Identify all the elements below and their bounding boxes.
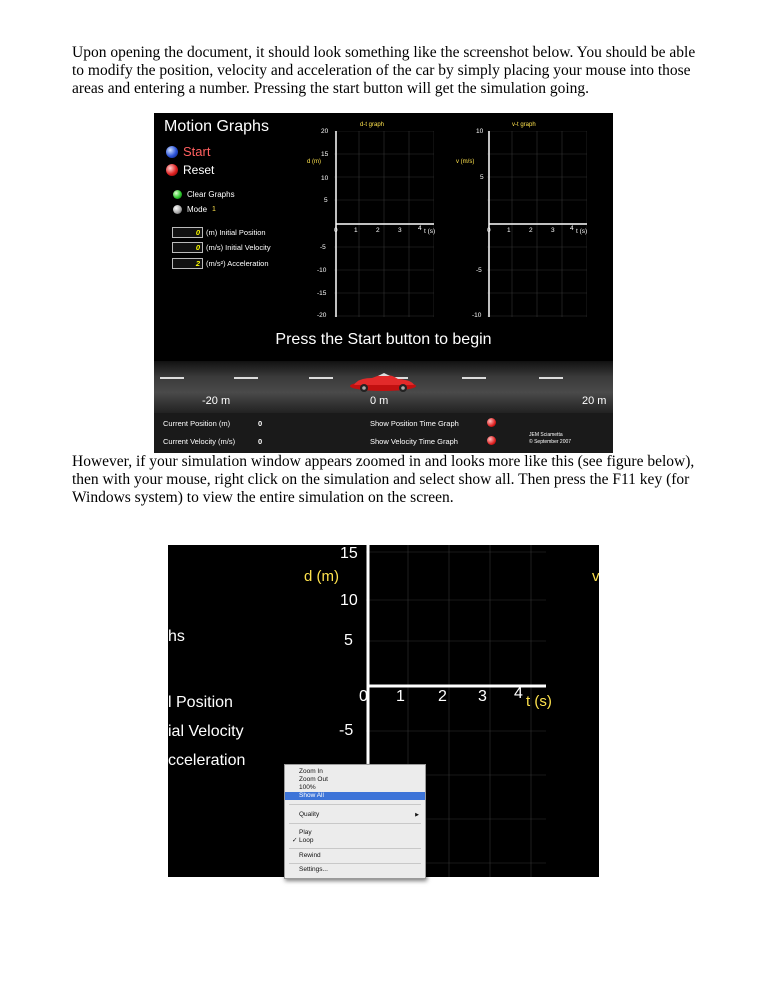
- credit-date: © September 2007: [529, 439, 572, 445]
- initial-position-row: [172, 227, 266, 238]
- zoomed-xtick: 2: [438, 688, 447, 705]
- start-button[interactable]: [166, 144, 210, 159]
- reset-label: Reset: [183, 163, 215, 177]
- zoomed-xtick: 1: [396, 688, 405, 705]
- dt-xtick: 4: [418, 225, 422, 232]
- checkmark-icon: ✓: [292, 837, 298, 844]
- initial-velocity-input[interactable]: 0: [172, 242, 203, 253]
- zoomed-ytick: 15: [340, 545, 358, 562]
- initial-velocity-row: [172, 242, 271, 253]
- vt-xtick: 0: [487, 227, 491, 234]
- menu-separator: [289, 823, 421, 824]
- vt-xtick: 2: [529, 227, 533, 234]
- zoomed-partial-acceleration: cceleration: [168, 752, 246, 769]
- menu-item-rewind[interactable]: Rewind: [299, 852, 321, 859]
- zoomed-partial-graphs: hs: [168, 628, 185, 645]
- dt-xlabel: t (s): [424, 228, 436, 235]
- road-dash: [462, 377, 486, 379]
- menu-item-100[interactable]: 100%: [299, 784, 316, 791]
- acceleration-label: (m/s²) Acceleration: [206, 259, 269, 268]
- show-position-graph-toggle[interactable]: [487, 418, 496, 427]
- intro-paragraph: Upon opening the document, it should look something like the screenshot below. You should be able to modify the position, velocity and acceleration of the car by simply placing your mouse into those areas and entering a number. Pressing the start button will get the simulation going.: [72, 44, 696, 97]
- vt-graph-title: v-t graph: [512, 122, 536, 128]
- vt-xlabel: t (s): [576, 228, 588, 235]
- road-dash: [234, 377, 258, 379]
- mode-ball-icon: [173, 205, 182, 214]
- vt-ytick: 5: [480, 174, 484, 181]
- current-velocity-value: 0: [258, 437, 263, 446]
- initial-position-label: (m) Initial Position: [206, 228, 266, 237]
- zoomed-xlabel: t (s): [526, 693, 552, 710]
- context-menu: [284, 764, 426, 879]
- vt-xtick: 4: [570, 225, 574, 232]
- zoomed-xtick: 4: [514, 685, 523, 702]
- simulation-screenshot: [154, 113, 613, 453]
- sim-title: Motion Graphs: [164, 118, 269, 135]
- menu-item-quality[interactable]: [285, 811, 425, 819]
- menu-separator: [289, 804, 421, 805]
- menu-separator: [289, 848, 421, 849]
- vt-xtick: 3: [551, 227, 555, 234]
- start-ball-icon: [166, 146, 178, 158]
- dt-xtick: 0: [334, 227, 338, 234]
- vt-graph-grid: [487, 131, 587, 317]
- dt-ytick: -10: [317, 267, 327, 274]
- road-dash: [160, 377, 184, 379]
- reset-ball-icon: [166, 164, 178, 176]
- dt-ytick: -20: [317, 312, 327, 319]
- menu-item-zoom-in[interactable]: Zoom In: [299, 768, 323, 775]
- zoomed-partial-velocity: ial Velocity: [168, 723, 244, 740]
- current-position-value: 0: [258, 419, 263, 428]
- clear-ball-icon: [173, 190, 182, 199]
- dt-ytick: 15: [321, 151, 329, 158]
- zoomed-ytick: 5: [344, 632, 353, 649]
- current-velocity-label: Current Velocity (m/s): [163, 437, 236, 446]
- vt-ytick: -10: [472, 312, 482, 319]
- road-dash: [539, 377, 563, 379]
- start-prompt: Press the Start button to begin: [275, 331, 492, 348]
- menu-item-settings[interactable]: Settings...: [299, 866, 328, 873]
- track-left-label: -20 m: [202, 395, 231, 407]
- dt-xtick: 1: [354, 227, 358, 234]
- zoomed-ylabel: d (m): [304, 568, 339, 585]
- dt-ytick: -5: [320, 244, 326, 251]
- road-dash: [309, 377, 333, 379]
- dt-ylabel: d (m): [307, 159, 321, 165]
- show-velocity-graph-toggle[interactable]: [487, 436, 496, 445]
- vt-xtick: 1: [507, 227, 511, 234]
- mode-value: 1: [212, 206, 216, 213]
- vt-ytick: -5: [476, 267, 482, 274]
- menu-item-loop[interactable]: [285, 837, 425, 845]
- acceleration-row: [172, 258, 269, 269]
- submenu-arrow-icon: ▶: [415, 812, 419, 818]
- dt-ytick: 10: [321, 175, 329, 182]
- track-center-label: 0 m: [370, 395, 389, 407]
- zoomed-ytick: 10: [340, 592, 358, 609]
- menu-item-play[interactable]: Play: [299, 829, 312, 836]
- track-right-label: 20 m: [582, 395, 607, 407]
- start-label: Start: [183, 144, 211, 159]
- zoomed-ytick: -5: [339, 722, 354, 739]
- menu-item-quality-label: Quality: [299, 811, 320, 818]
- credit-author: JEM Sciametta: [529, 432, 563, 438]
- menu-item-show-all[interactable]: Show All: [285, 792, 425, 800]
- dt-graph-grid: [334, 131, 434, 317]
- menu-item-loop-label: Loop: [299, 837, 314, 844]
- initial-position-input[interactable]: 0: [172, 227, 203, 238]
- vt-ytick: 10: [476, 128, 484, 135]
- zoomed-xtick: 0: [359, 688, 368, 705]
- dt-ytick: -15: [317, 290, 327, 297]
- mode-label: Mode: [187, 205, 208, 214]
- clear-graphs-button[interactable]: [173, 190, 235, 199]
- initial-velocity-label: (m/s) Initial Velocity: [206, 243, 271, 252]
- zoomed-partial-position: l Position: [168, 694, 233, 711]
- current-position-label: Current Position (m): [163, 419, 231, 428]
- dt-ytick: 20: [321, 128, 329, 135]
- car-icon: [348, 371, 418, 393]
- dt-xtick: 2: [376, 227, 380, 234]
- dt-graph-title: d-t graph: [360, 122, 385, 128]
- zoomed-xtick: 3: [478, 688, 487, 705]
- zoom-note-paragraph: However, if your simulation window appears zoomed in and looks more like this (see figure below), then with your mouse, right click on the simulation and select show all. Then press the F11 key (for Windows system) to view the entire simulation on the screen.: [72, 453, 695, 506]
- menu-item-zoom-out[interactable]: Zoom Out: [299, 776, 328, 783]
- dt-xtick: 3: [398, 227, 402, 234]
- show-position-graph-label: Show Position Time Graph: [370, 419, 459, 428]
- dt-ytick: 5: [324, 197, 328, 204]
- mode-button[interactable]: [173, 205, 216, 214]
- reset-button[interactable]: [166, 163, 214, 177]
- clear-graphs-label: Clear Graphs: [187, 190, 235, 199]
- menu-separator: [289, 863, 421, 864]
- zoomed-partial-v: v: [592, 568, 599, 585]
- show-velocity-graph-label: Show Velocity Time Graph: [370, 437, 458, 446]
- acceleration-input[interactable]: 2: [172, 258, 203, 269]
- vt-ylabel: v (m/s): [456, 159, 475, 165]
